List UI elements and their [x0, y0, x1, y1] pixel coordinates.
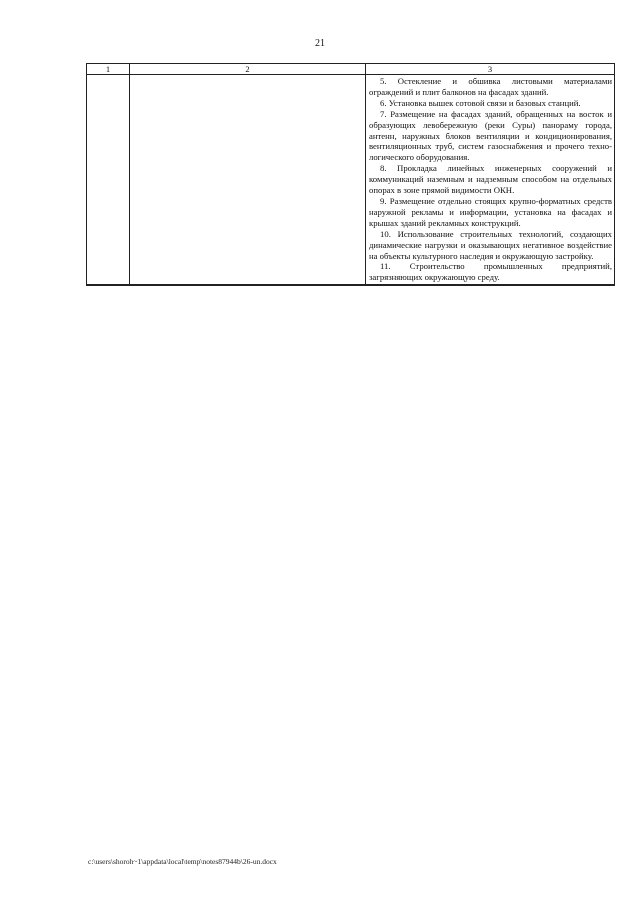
restriction-item-10: 10. Использование строительных технологий, создающих динамические нагрузки и оказывающих негативное воздействие на объекты культурного наследия и окружающую застройку. [369, 228, 612, 261]
restriction-item-6: 6. Установка вышек сотовой связи и базовых станций. [380, 97, 581, 108]
table-row [87, 75, 615, 286]
table-cell-col-2 [130, 75, 366, 286]
restriction-item-7: 7. Размещение на фасадах зданий, обращенных на восток и образующих левобережную (реки Суры) панораму города, антенн, наружных блоков вентиляции и кондиционирования, вентиляционных труб, систем газоснабжения и прочего техно-логического оборудования. [369, 108, 612, 163]
restriction-item-11: 11. Строительство промышленных предприятий, загрязняющих окружающую среду. [369, 261, 612, 283]
table-cell-col-3 [366, 75, 615, 286]
restriction-item-5: 5. Остекление и обшивка листовыми материалами ограждений и плит балконов на фасадах зданий. [369, 76, 612, 97]
restriction-item-9: 9. Размещение отдельно стоящих крупно-форматных средств наружной рекламы и информации, установка на фасадах и крышах зданий рекламных конструкций. [369, 195, 612, 228]
restrictions-table [86, 63, 615, 286]
page-number: 21 [315, 38, 325, 49]
table-header-col-2: 2 [130, 64, 366, 75]
table-header-row [87, 64, 615, 75]
table-header-col-3: 3 [366, 64, 615, 75]
restriction-item-8: 8. Прокладка линейных инженерных сооружений и коммуникаций наземным и надземным способом на отдельных опорах в зоне прямой видимости ОКН. [369, 163, 612, 196]
table-cell-col-1 [87, 75, 130, 286]
footer-file-path: c:\users\shoroh~1\appdata\local\temp\notes87944b\26-un.docx [88, 857, 277, 866]
table-header-col-1: 1 [87, 64, 130, 75]
